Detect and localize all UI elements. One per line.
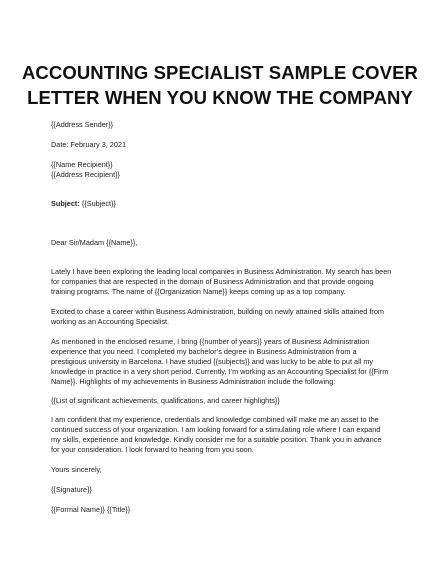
paragraph-line: {{List of significant achievements, qualifications, and career highlights}} (51, 396, 280, 405)
title-line-1: ACCOUNTING SPECIALIST SAMPLE COVER (21, 62, 419, 83)
paragraph-4 (51, 396, 396, 406)
recipient-name: {{Name Recipient}} (51, 160, 113, 169)
paragraph-line: Excited to chase a career within Business Administration, building on newly attained skills attained from (51, 307, 384, 316)
paragraph-line: working as an Accounting Specialist. (51, 317, 170, 326)
paragraph-line: I am confident that my experience, credentials and knowledge combined will make me an asset to the (51, 415, 379, 424)
document-title (20, 60, 420, 110)
paragraph-3 (51, 337, 396, 387)
recipient-block (51, 160, 396, 180)
paragraph-2 (51, 307, 396, 327)
paragraph-line: Name}}. Highlights of my achievements in Business Administration include the following: (51, 377, 336, 386)
paragraph-line: As mentioned in the enclosed resume, I bring {{number of years}} years of Business Administration (51, 337, 370, 346)
paragraph-line: for companies that are respected in the domain of Business Administration and that provide ongoing (51, 277, 374, 286)
subject-label: Subject: (51, 199, 80, 208)
paragraph-line: prestigious university in Barcelona. I have studied {{subjects}} and was lucky to be able to put all my (51, 357, 374, 366)
letter-date: Date: February 3, 2021 (51, 140, 127, 149)
signature: {{Signature}} (51, 485, 92, 494)
closing: Yours sincerely, (51, 465, 102, 474)
paragraph-line: experience that you need. I completed my bachelor’s degree in Business Administration from a (51, 347, 357, 356)
title-line-2: LETTER WHEN YOU KNOW THE COMPANY (27, 87, 413, 108)
salutation: Dear Sir/Madam {{Name}}, (51, 238, 138, 247)
paragraph-line: continued success of your organization. I am looking forward for a stimulating role where I can expand (51, 425, 381, 434)
paragraph-line: Lately I have been exploring the leading local companies in Business Administration. My search has been (51, 267, 392, 276)
formal-name: {{Formal Name}} {{Title}} (51, 505, 131, 514)
subject-value: {{Subject}} (79, 199, 116, 208)
paragraph-line: knowledge in practice in a very short period. Currently, I’m working as an Accounting Specialist for {{Firm (51, 367, 389, 376)
paragraph-1 (51, 267, 396, 297)
address-sender: {{Address Sender}} (51, 120, 114, 129)
subject-line (51, 199, 396, 209)
paragraph-line: for your consideration. I look forward to hearing from you soon. (51, 445, 254, 454)
paragraph-5 (51, 415, 396, 455)
paragraph-line: my skills, experience and knowledge. Kindly consider me for a suitable position. Thank you in advance (51, 435, 382, 444)
recipient-address: {{Address Recipient}} (51, 170, 120, 179)
paragraph-line: training programs. The name of {{Organization Name}} keeps coming up as a top company. (51, 287, 346, 296)
